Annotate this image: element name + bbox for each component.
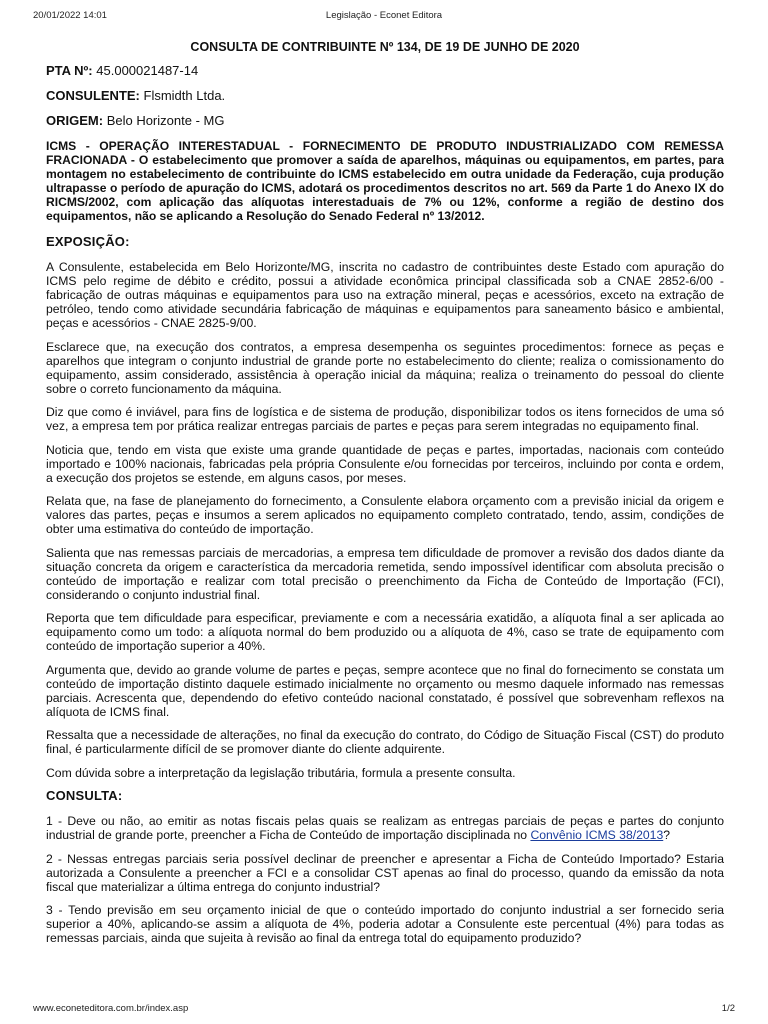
exposicao-paragraph: Reporta que tem dificuldade para especificar, previamente e com a necessária exatidão, a alíquota final a ser aplicada ao equipamento como um todo: a alíquota normal do bem produzido ou a alíquota de 4%, caso se trate de equipamento com conteúdo de importação superior a 40%. [46, 611, 724, 653]
consulta-question-3: 3 - Tendo previsão em seu orçamento inicial de que o conteúdo importado do conjunto industrial a ser fornecido seria superior a 40%, aplicando-se assim a alíquota de 4%, poderia adotar a Consulente este percentual (4%) para todas as remessas parciais, ainda que sujeita à revisão ao final da entrega total do equipamento produzido? [46, 903, 724, 945]
exposicao-paragraph: Noticia que, tendo em vista que existe uma grande quantidade de peças e partes, importadas, nacionais com conteúdo importado e 100% nacionais, fabricadas pela própria Consulente e/ou fornecidas por terceiros, incluindo por conta e ordem, a execução dos projetos se estende, em alguns casos, por meses. [46, 442, 724, 485]
ementa-lead: ICMS - OPERAÇÃO INTERESTADUAL - FORNECIMENTO DE PRODUTO INDUSTRIALIZADO COM REMESSA FRACIONADA [46, 139, 724, 167]
convenio-icms-link[interactable]: Convênio ICMS 38/2013 [530, 828, 664, 842]
origem-value: Belo Horizonte - MG [106, 113, 225, 128]
exposicao-paragraph: Com dúvida sobre a interpretação da legislação tributária, formula a presente consulta. [46, 765, 516, 780]
exposicao-paragraph: A Consulente, estabelecida em Belo Horizonte/MG, inscrita no cadastro de contribuintes deste Estado com apuração do ICMS pelo regime de débito e crédito, possui a atividade econômica principal classificada sob a CNAE 2852-6/00 - fabricação de outras máquinas e equipamentos para uso na extração mineral, peças e acessórios, exceto na extração de petróleo, tendo como atividade secundária fabricação de máquinas e equipamentos para saneamento básico e ambiental, peças e acessórios - CNAE 2825-9/00. [46, 260, 724, 330]
exposicao-paragraph: Relata que, na fase de planejamento do fornecimento, a Consulente elabora orçamento com a previsão inicial da origem e valores das partes, peças e insumos a serem aplicados no equipamento completo contratado, tendo, assim, condições de obter uma estimativa do conteúdo de importação. [46, 494, 724, 536]
footer-url: www.econeteditora.com.br/index.asp [33, 1003, 189, 1014]
consulta-question-1 [46, 814, 724, 842]
ementa-body: - O estabelecimento que promover a saída de aparelhos, máquinas ou equipamentos, em partes, para montagem no estabelecimento de contribuinte do ICMS estabelecido em outra unidade da Federação, cuja produção ultrapasse o período de apuração do ICMS, adotará os procedimentos descritos no art. 569 da Parte 1 do Anexo IX do RICMS/2002, com aplicação das alíquotas interestaduais de 7% ou 12%, conforme a região de destino dos equipamentos, não se aplicando a Resolução do Senado Federal nº 13/2012. [46, 153, 724, 223]
page-number: 1/2 [721, 1003, 735, 1014]
page-footer [33, 1003, 735, 1016]
pta-label: PTA Nº: [46, 63, 93, 78]
exposicao-title: EXPOSIÇÃO: [46, 234, 130, 249]
consulente-field [46, 89, 724, 103]
exposicao-paragraph: Esclarece que, na execução dos contratos, a empresa desempenha os seguintes procedimentos: fornece as peças e aparelhos que integram o conjunto industrial de grande porte no estabelecimento do cliente; realiza o comissionamento do equipamento, assim considerado, assistência à operação inicial da máquina; realiza o treinamento do pessoal do cliente sobre o correto funcionamento da máquina. [46, 339, 724, 396]
pta-field [46, 64, 724, 78]
question-1-text: 1 - Deve ou não, ao emitir as notas fiscais pelas quais se realizam as entregas parciais de peças e partes do conjunto industrial de grande porte, preencher a Ficha de Conteúdo de importação disciplinada no [46, 814, 724, 842]
exposicao-paragraph: Argumenta que, devido ao grande volume de partes e peças, sempre acontece que no final do fornecimento se constata um conteúdo de importação distinto daquele estimado inicialmente no orçamento ou mesmo daquele informado nas remessas parciais. Acrescenta que, dependendo do efetivo conteúdo nacional constatado, é possível que sobrevenham reflexos na alíquota de ICMS final. [46, 662, 724, 719]
consulta-title: CONSULTA: [46, 788, 123, 803]
print-datetime: 20/01/2022 14:01 [33, 10, 107, 21]
consulente-label: CONSULENTE: [46, 88, 140, 103]
site-title: Legislação - Econet Editora [325, 10, 443, 21]
pta-value: 45.000021487-14 [96, 63, 199, 78]
document-title: CONSULTA DE CONTRIBUINTE Nº 134, DE 19 DE JUNHO DE 2020 [190, 40, 580, 54]
origem-label: ORIGEM: [46, 113, 104, 128]
question-1-end: ? [663, 828, 671, 842]
consulente-value: Flsmidth Ltda. [143, 88, 226, 103]
consulta-question-2: 2 - Nessas entregas parciais seria possível declinar de preencher e apresentar a Ficha de Conteúdo Importado? Estaria autorizada a Consulente a preencher a FCI e a consolidar CST apenas ao final do processo, quando da emissão da nota fiscal que materializar a última entrega do conjunto industrial? [46, 851, 724, 894]
origem-field [46, 114, 724, 128]
exposicao-paragraph: Diz que como é inviável, para fins de logística e de sistema de produção, disponibilizar todos os itens fornecidos de uma só vez, a empresa tem por prática realizar entregas parciais de partes e peças para serem integradas no equipamento final. [46, 405, 724, 433]
page-header [33, 10, 735, 24]
exposicao-paragraph: Ressalta que a necessidade de alterações, no final da execução do contrato, do Código de Situação Fiscal (CST) do produto final, é particularmente difícil de se promover diante do cliente adquirente. [46, 728, 724, 756]
exposicao-paragraph: Salienta que nas remessas parciais de mercadorias, a empresa tem dificuldade de promover a revisão dos dados diante da situação concreta da origem e característica da mercadoria remetida, sendo impossível identificar com absoluta precisão o conteúdo de importação e realizar com total precisão o preenchimento da Ficha de Conteúdo de Importação (FCI), considerando o conjunto industrial final. [46, 545, 724, 602]
ementa [46, 139, 724, 223]
document-content [46, 40, 724, 955]
